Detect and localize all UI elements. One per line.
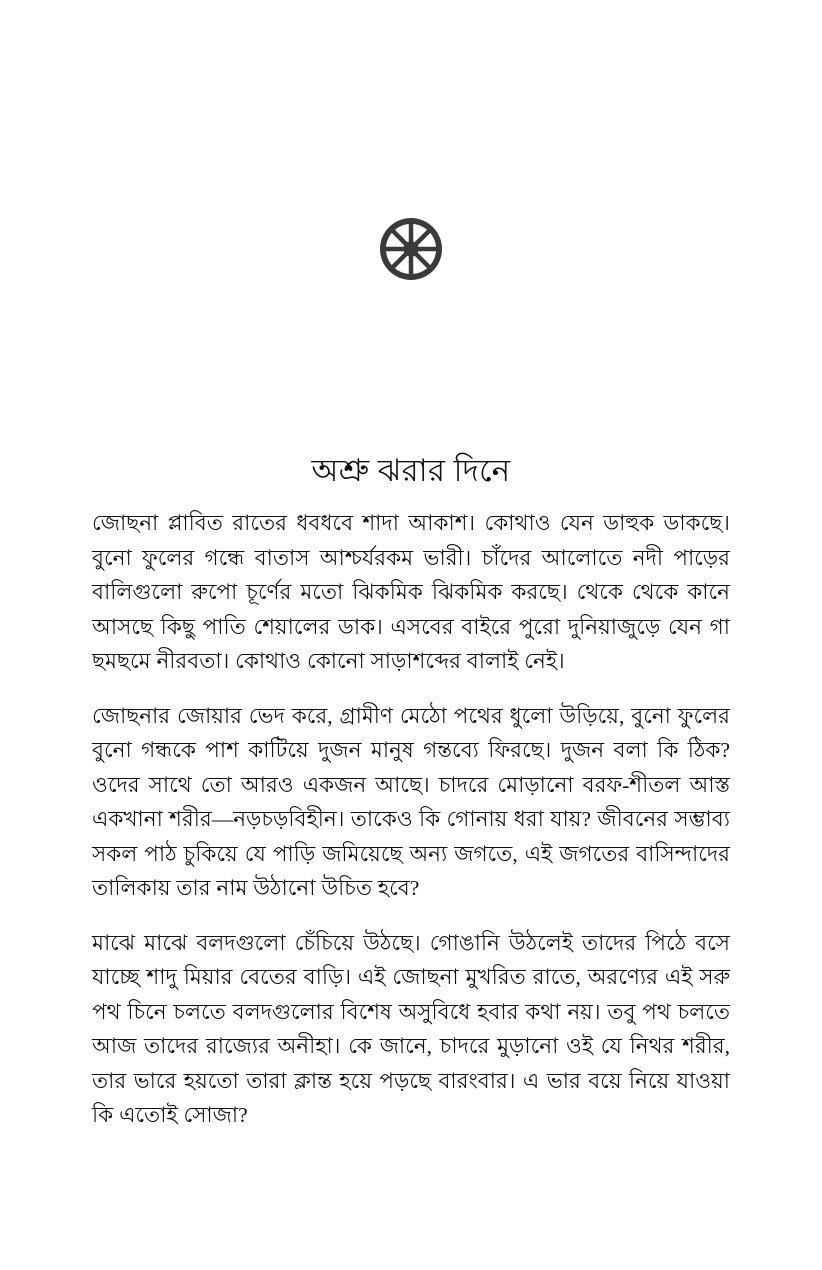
wheel-rosette-icon [378, 216, 444, 282]
chapter-title: অশ্রু ঝরার দিনে [311, 452, 511, 488]
paragraph: মাঝে মাঝে বলদগুলো চেঁচিয়ে উঠছে। গোঙানি উঠলেই তাদের পিঠে বসে যাচ্ছে শাদু মিয়ার বেতের বাড়ি। এই জোছনা মুখরিত রাতে, অরণ্যের এই সরু পথ চিনে চলতে বলদগুলোর বিশেষ অসুবিধে হবার কথা নয়। তবু পথ চলতে আজ তাদের রাজ্যের অনীহা। কে জানে, চাদরে মুড়ানো ওই যে নিথর শরীর, তার ভারে হয়তো তারা ক্লান্ত হয়ে পড়ছে বারংবার। এ ভার বয়ে নিয়ে যাওয়া কি এতোই সোজা? [92, 930, 730, 1127]
paragraph: জোছনা প্লাবিত রাতের ধবধবে শাদা আকাশ। কোথাও যেন ডাহুক ডাকছে। বুনো ফুলের গন্ধে বাতাস আশ্চর্যরকম ভারী। চাঁদের আলোতে নদী পাড়ের বালিগুলো রুপো চূর্ণের মতো ঝিকমিক ঝিকমিক করছে। থেকে থেকে কানে আসছে কিছু পাতি শেয়ালের ডাক। এসবের বাইরে পুরো দুনিয়াজুড়ে যেন গা ছমছমে নীরবতা। কোথাও কোনো সাড়াশব্দের বালাই নেই। [92, 511, 730, 673]
chapter-ornament [0, 216, 822, 282]
body-text [92, 506, 730, 1133]
paragraph: জোছনার জোয়ার ভেদ করে, গ্রামীণ মেঠো পথের ধুলো উড়িয়ে, বুনো ফুলের বুনো গন্ধকে পাশ কাটিয়ে দুজন মানুষ গন্তব্যে ফিরছে। দুজন বলা কি ঠিক? ওদের সাথে তো আরও একজন আছে। চাদরে মোড়ানো বরফ-শীতল আস্ত একখানা শরীর—নড়চড়বিহীন। তাকেও কি গোনায় ধরা যায়? জীবনের সম্ভাব্য সকল পাঠ চুকিয়ে যে পাড়ি জমিয়েছে অন্য জগতে, এই জগতের বাসিন্দাদের তালিকায় তার নাম উঠানো উচিত হবে? [92, 703, 730, 900]
